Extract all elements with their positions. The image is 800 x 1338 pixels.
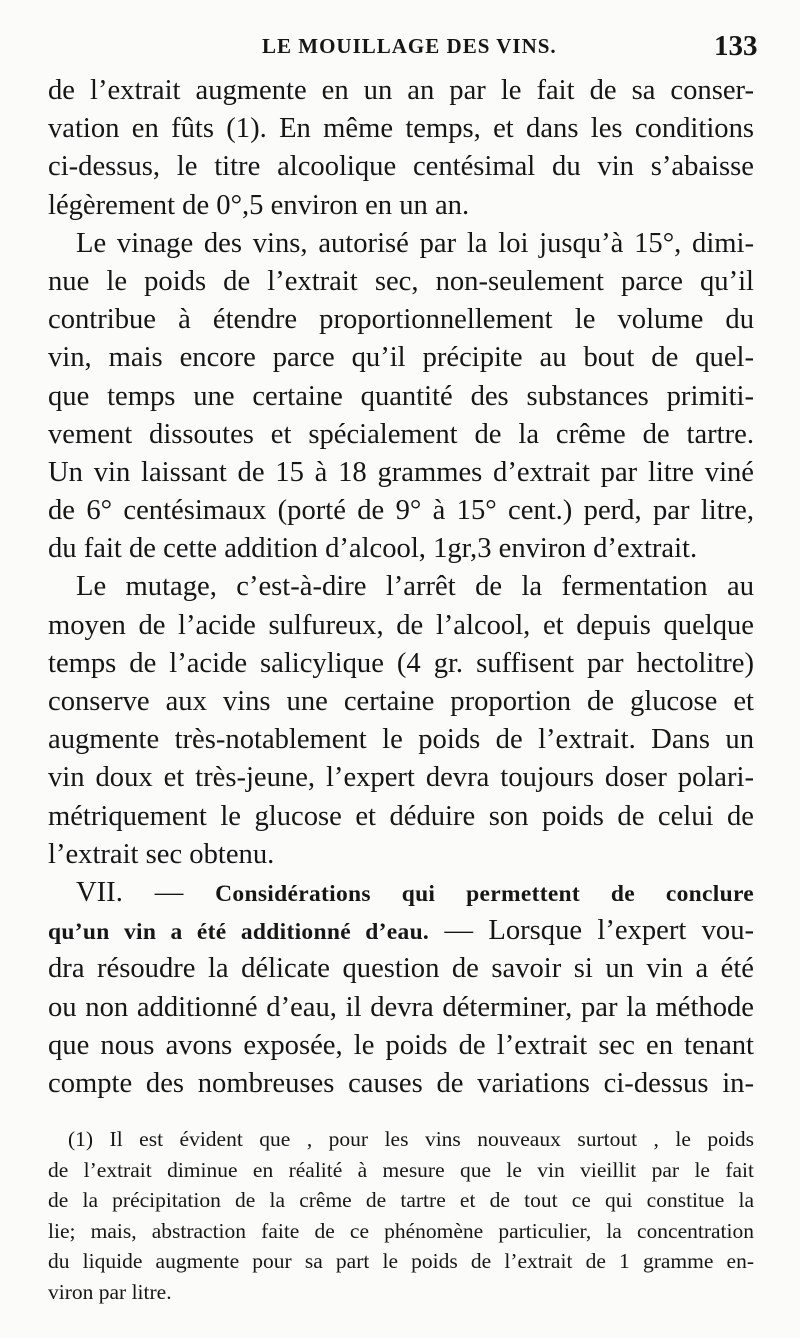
text-line: vin, mais encore parce qu’il précipite au bout de quel- <box>48 342 754 374</box>
section-heading-line <box>48 874 754 912</box>
footnote-line: (1) Il est évident que , pour les vins nouveaux surtout , le poids <box>68 1127 754 1151</box>
text-line: Le mutage, c’est-à-dire l’arrêt de la fermentation au <box>76 571 754 603</box>
text-line: Un vin laissant de 15 à 18 grammes d’extrait par litre viné <box>48 456 754 488</box>
section-heading-line <box>48 912 754 950</box>
footnote-line: lie; mais, abstraction faite de ce phénomène particulier, la concentration <box>48 1218 754 1243</box>
text-line: ci-dessus, le titre alcoolique centésimal du vin s’abaisse <box>48 151 754 183</box>
section-dash: — <box>154 876 184 908</box>
body-text <box>48 72 754 1103</box>
text-line: contribue à étendre proportionnellement le volume du <box>48 304 754 336</box>
text-line: moyen de l’acide sulfureux, de l’alcool, et depuis quelque <box>48 609 754 641</box>
text-line: dra résoudre la délicate question de savoir si un vin a été <box>48 953 754 985</box>
section-number: VII. <box>76 876 123 908</box>
running-head <box>0 22 800 72</box>
text-line: vement dissoutes et spécialement de la crême de tartre. <box>48 418 754 450</box>
text-line: de l’extrait augmente en un an par le fait de sa conser- <box>48 75 754 106</box>
text-line: l’extrait sec obtenu. <box>48 838 275 870</box>
text-line: que nous avons exposée, le poids de l’extrait sec en tenant <box>48 1029 754 1061</box>
text-line: nue le poids de l’extrait sec, non-seulement parce qu’il <box>48 265 754 297</box>
text-line: légèrement de 0°,5 environ en un an. <box>48 189 470 221</box>
text-line: augmente très-notablement le poids de l’extrait. Dans un <box>48 724 754 756</box>
footnote-line: du liquide augmente pour sa part le poids de l’extrait de 1 gramme en- <box>48 1249 754 1273</box>
text-fragment: — Lorsque l’expert vou- <box>444 915 755 947</box>
text-line: temps de l’acide salicylique (4 gr. suffisent par hectolitre) <box>48 647 754 679</box>
text-line: compte des nombreuses causes de variations ci-dessus in- <box>48 1067 754 1099</box>
text-line: du fait de cette addition d’alcool, 1gr,3 environ d’extrait. <box>48 533 698 565</box>
running-title: LE MOUILLAGE DES VINS. <box>262 34 557 58</box>
section-heading: Considérations qui permettent de conclure <box>215 880 755 907</box>
footnote-line: viron par litre. <box>48 1279 172 1304</box>
footnote-line: de l’extrait diminue en réalité à mesure que le vin vieillit par le fait <box>48 1157 754 1182</box>
page-number: 133 <box>714 30 758 62</box>
text-line: métriquement le glucose et déduire son poids de celui de <box>48 800 754 832</box>
footnote <box>48 1124 754 1307</box>
text-line: Le vinage des vins, autorisé par la loi jusqu’à 15°, dimi- <box>76 227 754 259</box>
text-line: ou non additionné d’eau, il devra déterminer, par la méthode <box>48 991 754 1023</box>
section-heading-continued: qu’un vin a été additionné d’eau. <box>48 919 430 946</box>
text-line: conserve aux vins une certaine proportion de glucose et <box>48 686 754 717</box>
text-line: vin doux et très-jeune, l’expert devra toujours doser polari- <box>48 762 754 794</box>
text-line: que temps une certaine quantité des substances primiti- <box>48 380 754 412</box>
text-line: vation en fûts (1). En même temps, et dans les conditions <box>48 113 754 145</box>
footnote-line: de la précipitation de la crême de tartre et de tout ce qui constitue la <box>48 1188 754 1212</box>
text-line: de 6° centésimaux (porté de 9° à 15° cent.) perd, par litre, <box>48 495 754 527</box>
